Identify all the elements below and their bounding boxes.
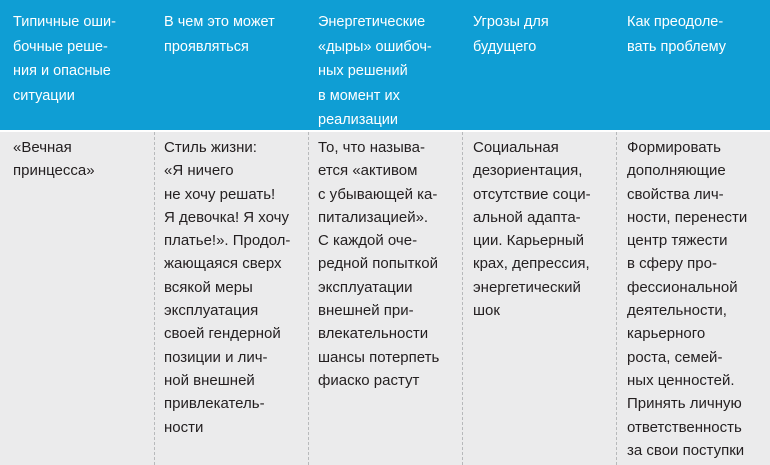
body-line: Социальная bbox=[473, 139, 559, 156]
body-line: эксплуатации bbox=[318, 278, 413, 296]
body-line: всякой меры bbox=[164, 278, 253, 296]
body-line: редной попыткой bbox=[318, 255, 438, 273]
body-line: «Я ничего bbox=[164, 162, 234, 180]
body-line: отсутствие соци- bbox=[473, 185, 591, 203]
body-cell-manifestation bbox=[164, 136, 290, 439]
body-line: фессиональной bbox=[627, 278, 738, 296]
body-line: С каждой оче- bbox=[318, 232, 418, 250]
body-line: центр тяжести bbox=[627, 232, 728, 250]
body-line: фиаско растут bbox=[318, 371, 420, 389]
header-line: проявляться bbox=[164, 38, 249, 55]
body-line: Стиль жизни: bbox=[164, 139, 257, 156]
body-line: деятельности, bbox=[627, 302, 727, 320]
body-line: альной адапта- bbox=[473, 208, 581, 226]
header-cell-energy-holes bbox=[318, 0, 432, 133]
header-line: ния и опасные bbox=[13, 63, 111, 79]
body-line: дополняющие bbox=[627, 162, 726, 180]
body-line: не хочу решать! bbox=[164, 185, 276, 203]
body-line: ции. Карьерный bbox=[473, 232, 585, 250]
header-line: Энергетические bbox=[318, 14, 426, 30]
body-line: за свои поступки bbox=[627, 441, 745, 459]
header-line: Как преодоле- bbox=[627, 14, 724, 30]
body-line: с убывающей ка- bbox=[318, 185, 438, 203]
body-line: свойства лич- bbox=[627, 185, 724, 203]
body-line: ется «активом bbox=[318, 162, 418, 180]
body-line: ответственность bbox=[627, 418, 742, 436]
body-line: внешней при- bbox=[318, 302, 414, 320]
body-line: крах, депрессия, bbox=[473, 255, 590, 273]
header-line: В чем это может bbox=[164, 14, 275, 30]
body-line: Принять личную bbox=[627, 395, 742, 413]
body-line: шансы потерпеть bbox=[318, 348, 440, 366]
body-line: шок bbox=[473, 302, 500, 320]
body-line: жающаяся сверх bbox=[164, 255, 282, 273]
header-line: в момент их bbox=[318, 87, 400, 104]
header-cell-manifestation bbox=[164, 0, 275, 59]
column-divider bbox=[308, 132, 309, 465]
body-line: карьерного bbox=[627, 325, 706, 343]
body-line: своей гендерной bbox=[164, 325, 281, 343]
body-line: привлекатель- bbox=[164, 395, 265, 413]
body-line: влекательности bbox=[318, 325, 429, 343]
table-header bbox=[0, 0, 770, 130]
body-line: эксплуатация bbox=[164, 302, 259, 320]
body-line: в сферу про- bbox=[627, 255, 717, 273]
body-line: питализацией». bbox=[318, 208, 429, 226]
body-line: То, что называ- bbox=[318, 139, 425, 156]
body-line: позиции и лич- bbox=[164, 348, 268, 366]
body-line: роста, семей- bbox=[627, 348, 723, 366]
body-cell-errors bbox=[13, 136, 95, 183]
header-divider bbox=[0, 130, 770, 132]
body-line: дезориентация, bbox=[473, 162, 583, 180]
body-line: ности, перенести bbox=[627, 208, 748, 226]
body-cell-energy-holes bbox=[318, 136, 439, 392]
body-line: энергетический bbox=[473, 278, 581, 296]
header-cell-threats bbox=[473, 0, 549, 59]
body-line: принцесса» bbox=[13, 162, 95, 180]
body-cell-solution bbox=[627, 136, 747, 462]
column-divider bbox=[154, 132, 155, 465]
header-line: реализации bbox=[318, 112, 398, 128]
header-line: бочные реше- bbox=[13, 38, 108, 55]
header-line: Угрозы для bbox=[473, 14, 549, 30]
body-line: Я девочка! Я хочу bbox=[164, 208, 289, 226]
body-line: ности bbox=[164, 418, 204, 436]
header-line: Типичные оши- bbox=[13, 14, 116, 30]
header-line: будущего bbox=[473, 38, 537, 55]
body-line: платье!». Продол- bbox=[164, 232, 291, 250]
header-line: ситуации bbox=[13, 87, 75, 104]
body-cell-threats bbox=[473, 136, 591, 322]
header-cell-errors bbox=[13, 0, 116, 108]
header-line: «дыры» ошибоч- bbox=[318, 38, 432, 55]
body-line: «Вечная bbox=[13, 139, 72, 156]
header-line: ных решений bbox=[318, 63, 408, 79]
body-line: Формировать bbox=[627, 139, 721, 156]
body-line: ных ценностей. bbox=[627, 371, 735, 389]
body-line: ной внешней bbox=[164, 371, 255, 389]
header-cell-solution bbox=[627, 0, 726, 59]
column-divider bbox=[462, 132, 463, 465]
header-line: вать проблему bbox=[627, 38, 727, 55]
column-divider bbox=[616, 132, 617, 465]
